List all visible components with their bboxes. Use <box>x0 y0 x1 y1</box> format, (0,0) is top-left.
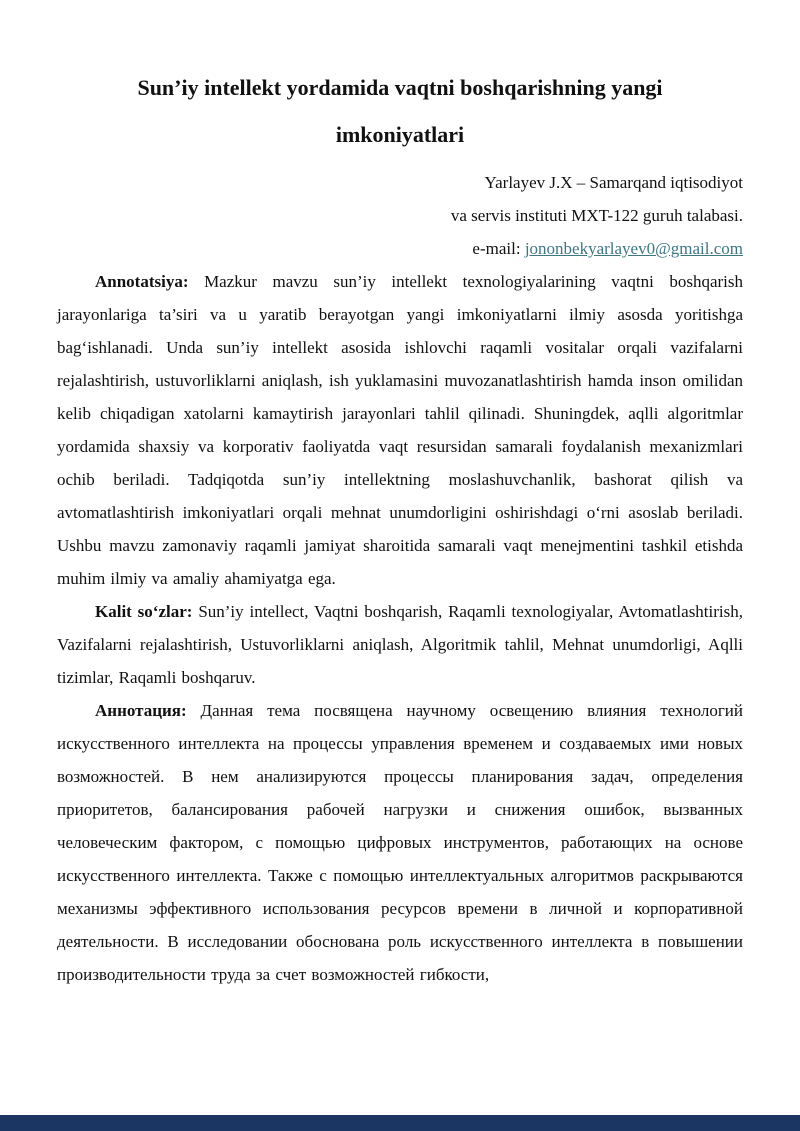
author-block <box>57 166 743 265</box>
email-link[interactable]: jononbekyarlayev0@gmail.com <box>524 239 743 258</box>
annotation-ru-label: Аннотация: <box>95 701 187 720</box>
author-affiliation-line: va servis instituti MXT-122 guruh talabasi. <box>450 206 743 225</box>
author-name-line: Yarlayev J.X – Samarqand iqtisodiyot <box>484 173 743 192</box>
keywords-label: Kalit soʻzlar: <box>95 602 193 621</box>
email-label: e-mail: <box>472 239 525 258</box>
keywords-text: Sun’iy intellect, Vaqtni boshqarish, Raqamli texnologiyalar, Avtomatlashtirish, Vazifalarni rejalashtirish, Ustuvorliklarni aniqlash, Algoritmik tahlil, Mehnat unumdorligi, Aqlli tizimlar, Raqamli boshqaruv. <box>57 602 744 687</box>
document-title <box>57 0 743 158</box>
annotation-paragraph-ru <box>57 694 743 991</box>
bottom-edge-bar <box>0 1115 800 1131</box>
annotation-paragraph-uz <box>57 265 743 595</box>
email-line <box>57 232 743 265</box>
annotation-ru-text: Данная тема посвящена научному освещению влияния технологий искусственного интеллекта на процессы управления временем и создаваемых ими новых возможностей. В нем анализируются процессы планирования задач, определения приоритетов, балансирования рабочей нагрузки и снижения ошибок, вызванных человеческим фактором, с помощью цифровых инструментов, работающих на основе искусственного интеллекта. Также с помощью интеллектуальных алгоритмов раскрываются механизмы эффективного использования ресурсов времени в личной и корпоративной деятельности. В исследовании обоснована роль искусственного интеллекта в повышении производительности труда за счет возможностей гибкости, <box>57 701 743 984</box>
annotation-uz-label: Annotatsiya: <box>95 272 189 291</box>
title-line-1: Sun’iy intellekt yordamida vaqtni boshqarishning yangi <box>137 75 663 100</box>
keywords-paragraph <box>57 595 743 694</box>
title-line-2: imkoniyatlari <box>335 122 465 147</box>
annotation-uz-text: Mazkur mavzu sun’iy intellekt texnologiyalarining vaqtni boshqarish jarayonlariga ta’siri va u yaratib berayotgan yangi imkoniyatlarni ilmiy asosda yoritishga bagʻishlanadi. Unda sun’iy intellekt asosida ishlovchi raqamli vositalar orqali vazifalarni rejalashtirish, ustuvorliklarni aniqlash, ish yuklamasini muvozanatlashtirish hamda inson omilidan kelib chiqadigan xatolarni kamaytirish jarayonlari tahlil qilinadi. Shuningdek, aqlli algoritmlar yordamida shaxsiy va korporativ faoliyatda vaqt resursidan samarali foydalanish mexanizmlari ochib beriladi. Tadqiqotda sun’iy intellektning moslashuvchanlik, bashorat qilish va avtomatlashtirish imkoniyatlari orqali mehnat unumdorligini oshirishdagi oʻrni asoslab beriladi. Ushbu mavzu zamonaviy raqamli jamiyat sharoitida samarali vaqt menejmentini tashkil etishda muhim ilmiy va amaliy ahamiyatga ega. <box>57 272 743 588</box>
